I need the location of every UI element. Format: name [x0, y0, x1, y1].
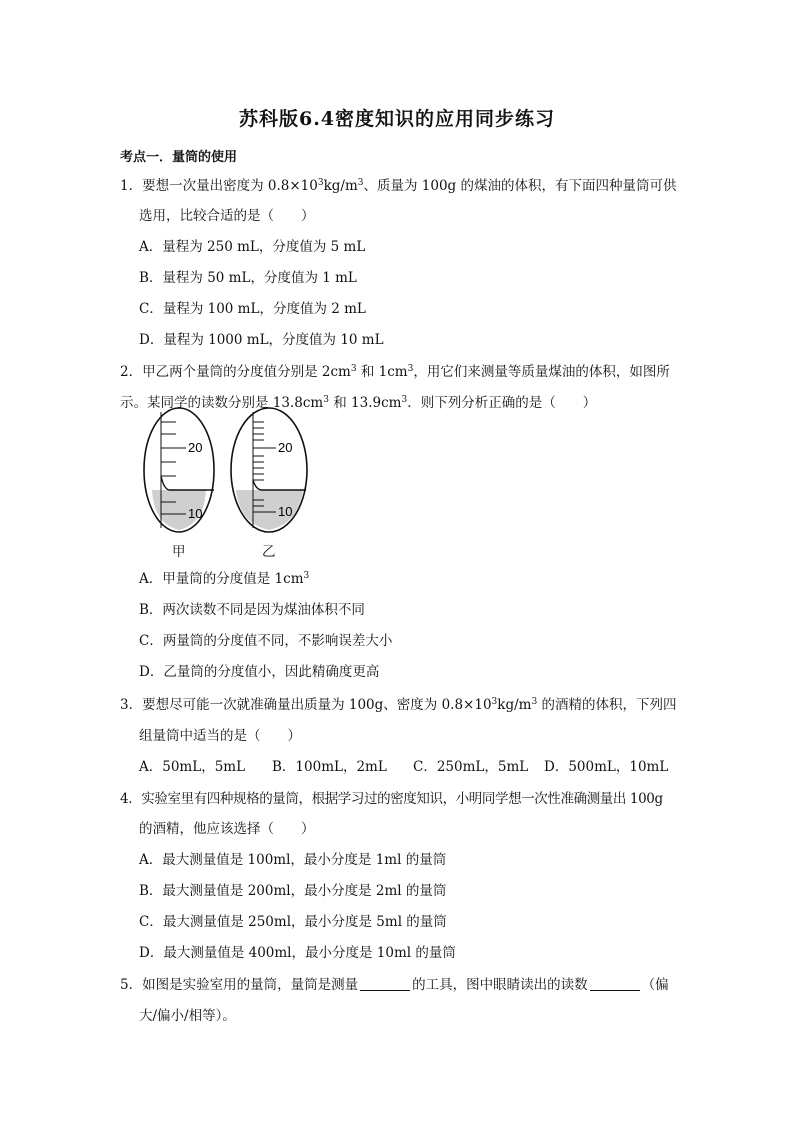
answer-blank-1[interactable] [360, 976, 410, 991]
section-heading: 考点一．量筒的使用 [120, 150, 238, 165]
figure-label-yi: 乙 [262, 544, 276, 560]
graduated-cylinders-svg [136, 404, 316, 539]
question-2-option-b[interactable]: B．两次读数不同是因为煤油体积不同 [139, 602, 365, 618]
question-1-stem-cont: 选用，比较合适的是（ ） [139, 208, 315, 224]
question-3-option-d[interactable]: D．500mL，10mL [544, 759, 669, 775]
question-4-option-d[interactable]: D．最大测量值是 400ml，最小分度是 10ml 的量筒 [139, 945, 456, 961]
cylinder-jia [144, 408, 214, 532]
cylinder-jia-tick-20: 20 [188, 440, 203, 455]
question-3-stem: 3．要想尽可能一次就准确量出质量为 100g、密度为 $0.8\times 10^3kg/m^3$ 的酒精的体积，下列四 [120, 697, 677, 713]
question-4-stem: 4．实验室里有四种规格的量筒，根据学习过的密度知识，小明同学想一次性准确测量出 100g [120, 791, 663, 807]
question-2-option-c[interactable]: C．两量筒的分度值不同，不影响误差大小 [139, 633, 393, 649]
question-1-option-d[interactable]: D．量程为 1000 mL，分度值为 10 mL [139, 332, 384, 348]
question-2-option-d[interactable]: D．乙量筒的分度值小，因此精确度更高 [139, 664, 380, 680]
question-3-option-b[interactable]: B．100mL，2mL [272, 759, 387, 775]
question-4-option-a[interactable]: A．最大测量值是 100ml，最小分度是 1ml 的量筒 [139, 852, 447, 868]
answer-blank-2[interactable] [590, 976, 640, 991]
cylinder-yi-tick-10: 10 [278, 504, 293, 519]
page-title: 苏科版6.4密度知识的应用同步练习 [238, 108, 556, 130]
question-5-stem: 5．如图是实验室用的量筒，量筒是测量 的工具，图中眼睛读出的读数 （偏 [120, 977, 669, 993]
question-3-option-a[interactable]: A．50mL，5mL [139, 759, 246, 775]
question-4-option-b[interactable]: B．最大测量值是 200ml，最小分度是 2ml 的量筒 [139, 883, 447, 899]
question-5-stem-cont: 大/偏小/相等）。 [139, 1008, 236, 1024]
question-2-stem: 2．甲乙两个量筒的分度值分别是 $2cm^3$ 和 $1cm^3$，用它们来测量等质量煤油的体积，如图所 [120, 364, 670, 380]
cylinder-yi [231, 408, 307, 532]
cylinder-jia-tick-10: 10 [188, 506, 203, 521]
question-1-stem: 1．要想一次量出密度为 $0.8\times 10^3kg/m^3$、质量为 100g 的煤油的体积，有下面四种量筒可供 [120, 178, 677, 194]
question-3-options [139, 758, 668, 776]
question-4-stem-cont: 的酒精，他应该选择（ ） [139, 821, 315, 837]
question-2-option-a[interactable]: A．甲量筒的分度值是 $1cm^3$ [139, 571, 310, 587]
figure-label-jia: 甲 [172, 544, 186, 560]
cylinder-yi-tick-20: 20 [278, 440, 293, 455]
question-1-option-b[interactable]: B．量程为 50 mL，分度值为 1 mL [139, 270, 357, 286]
question-2-stem-cont: 示。某同学的读数分别是 $13.8cm^3$ 和 $13.9cm^3$．则下列分析正确的是（ ） [120, 395, 597, 411]
question-4-option-c[interactable]: C．最大测量值是 250ml，最小分度是 5ml 的量筒 [139, 914, 447, 930]
question-3-option-c[interactable]: C．250mL，5mL [413, 759, 529, 775]
cylinder-figure [136, 404, 316, 564]
question-3-stem-cont: 组量筒中适当的是（ ） [139, 728, 301, 744]
question-1-option-a[interactable]: A．量程为 250 mL，分度值为 5 mL [139, 239, 366, 255]
question-1-option-c[interactable]: C．量程为 100 mL，分度值为 2 mL [139, 301, 366, 317]
